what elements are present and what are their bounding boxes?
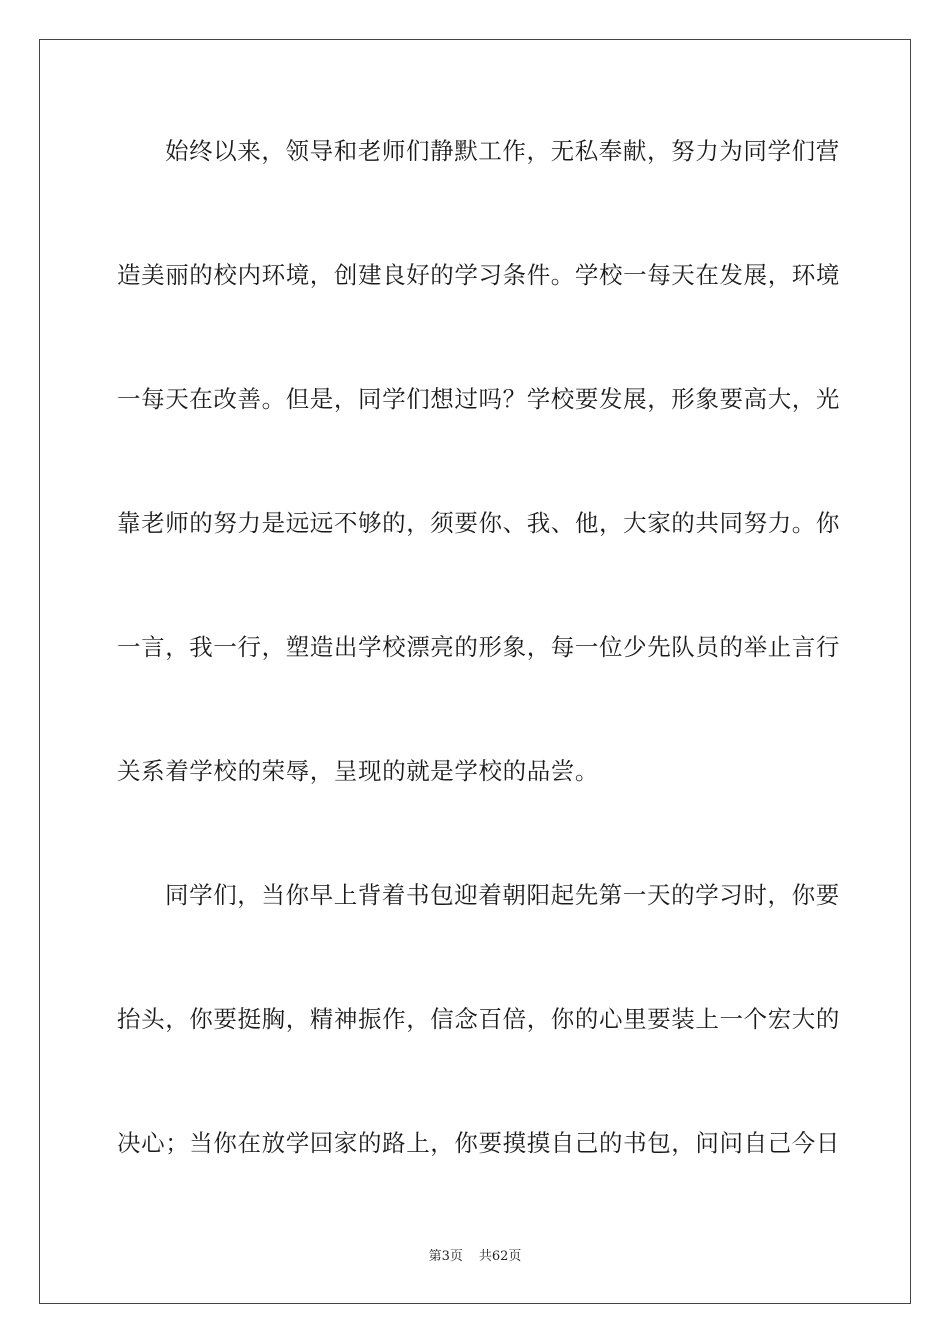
paragraph-2-line-1: 同学们，当你早上背着书包迎着朝阳起先第一天的学习时，你要 (165, 881, 840, 909)
paragraph-1-line-3: 一每天在改善。但是，同学们想过吗？学校要发展，形象要高大，光 (117, 385, 840, 413)
paragraph-2-line-2: 抬头，你要挺胸，精神振作，信念百倍，你的心里要装上一个宏大的 (117, 1005, 840, 1033)
page-footer (0, 1248, 950, 1266)
paragraph-1-line-1: 始终以来，领导和老师们静默工作，无私奉献，努力为同学们营 (165, 137, 840, 165)
paragraph-1-line-5: 一言，我一行，塑造出学校漂亮的形象，每一位少先队员的举止言行 (117, 633, 840, 661)
paragraph-1-line-2: 造美丽的校内环境，创建良好的学习条件。学校一每天在发展，环境 (117, 261, 840, 289)
paragraph-1-line-6: 关系着学校的荣辱，呈现的就是学校的品尝。 (117, 757, 599, 785)
page-border (39, 39, 911, 1304)
paragraph-2-line-3: 决心；当你在放学回家的路上，你要摸摸自己的书包，问问自己今日 (117, 1129, 840, 1157)
paragraph-1-line-4: 靠老师的努力是远远不够的，须要你、我、他，大家的共同努力。你 (117, 509, 840, 537)
total-pages: 共62页 (478, 1249, 522, 1264)
page-number: 第3页 (428, 1249, 463, 1264)
